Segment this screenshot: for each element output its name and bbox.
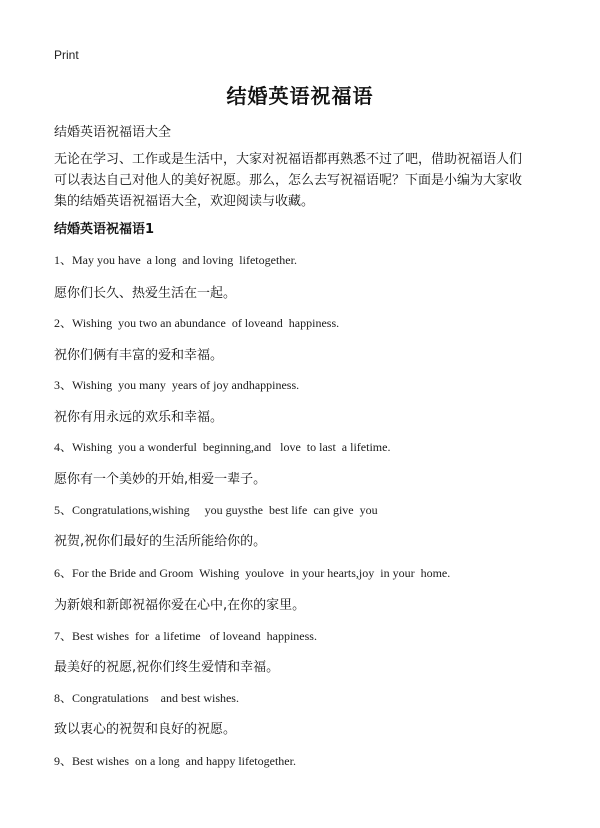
english-blessing-7: 7、Best wishes for a lifetime of loveand happiness. xyxy=(54,629,317,643)
chinese-translation-5: 祝贺,祝你们最好的生活所能给你的。 xyxy=(54,534,267,549)
chinese-translation-1: 愿你们长久、热爱生活在一起。 xyxy=(54,286,237,301)
english-blessing-9: 9、Best wishes on a long and happy lifetogether. xyxy=(54,754,296,768)
english-blessing-8: 8、Congratulations and best wishes. xyxy=(54,691,239,705)
english-blessing-3: 3、Wishing you many years of joy andhappiness. xyxy=(54,378,300,392)
english-blessing-5: 5、Congratulations,wishing you guysthe best life can give you xyxy=(54,503,378,517)
page-title: 结婚英语祝福语 xyxy=(226,84,374,108)
intro-line: 可以表达自己对他人的美好祝愿。那么，怎么去写祝福语呢？下面是小编为大家收 xyxy=(54,173,523,188)
section-heading: 结婚英语祝福语1 xyxy=(54,222,155,237)
english-blessing-6: 6、For the Bride and Groom Wishing youlove in your hearts,joy in your home. xyxy=(54,566,451,580)
print-link[interactable]: Print xyxy=(54,48,79,62)
chinese-translation-4: 愿你有一个美妙的开始,相爱一辈子。 xyxy=(54,472,267,487)
subtitle: 结婚英语祝福语大全 xyxy=(54,125,172,140)
intro-paragraph xyxy=(54,149,554,212)
english-blessing-2: 2、Wishing you two an abundance of loveand happiness. xyxy=(54,316,340,330)
english-blessing-4: 4、Wishing you a wonderful beginning,and love to last a lifetime. xyxy=(54,440,391,454)
chinese-translation-3: 祝你有用永远的欢乐和幸福。 xyxy=(54,410,224,425)
chinese-translation-7: 最美好的祝愿,祝你们终生爱情和幸福。 xyxy=(54,660,280,675)
chinese-translation-2: 祝你们俩有丰富的爱和幸福。 xyxy=(54,348,224,363)
chinese-translation-8: 致以衷心的祝贺和良好的祝愿。 xyxy=(54,722,237,737)
chinese-translation-6: 为新娘和新郎祝福你爱在心中,在你的家里。 xyxy=(54,598,306,613)
intro-line: 无论在学习、工作或是生活中，大家对祝福语都再熟悉不过了吧，借助祝福语人们 xyxy=(54,152,523,167)
english-blessing-1: 1、May you have a long and loving lifetogether. xyxy=(54,253,297,267)
intro-line: 集的结婚英语祝福语大全，欢迎阅读与收藏。 xyxy=(54,194,315,209)
